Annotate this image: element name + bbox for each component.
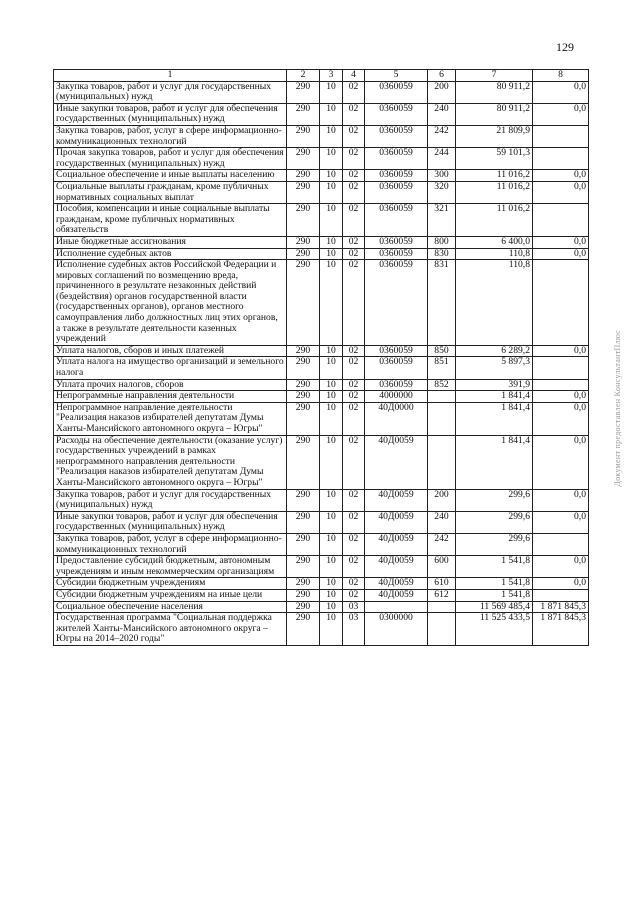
- row-amount: 11 016,2: [456, 181, 533, 203]
- row-amount: 80 911,2: [456, 81, 533, 103]
- row-description: Социальные выплаты гражданам, кроме публичных нормативных социальных выплат: [54, 181, 287, 203]
- row-expense-type: 831: [428, 260, 456, 346]
- row-subsection: 02: [343, 533, 365, 555]
- row-amount: 1 841,4: [456, 391, 533, 403]
- row-expense-type: [428, 402, 456, 435]
- row-expense-type: 612: [428, 589, 456, 601]
- row-subsection: 02: [343, 236, 365, 248]
- row-subvention-amount: [533, 260, 589, 346]
- row-subsection: 02: [343, 170, 365, 182]
- column-header: 3: [320, 70, 343, 82]
- row-section: 10: [320, 578, 343, 590]
- row-subvention-amount: 1 871 845,3: [533, 601, 589, 613]
- row-amount: 21 809,9: [456, 125, 533, 147]
- row-subvention-amount: 0,0: [533, 81, 589, 103]
- row-description: Пособия, компенсации и иные социальные выплаты гражданам, кроме публичных нормативных обязательств: [54, 204, 287, 237]
- row-subsection: 02: [343, 81, 365, 103]
- row-subsection: 03: [343, 613, 365, 646]
- row-subsection: 02: [343, 379, 365, 391]
- row-amount: 11 569 485,4: [456, 601, 533, 613]
- row-section: 10: [320, 511, 343, 533]
- row-subsection: 02: [343, 435, 365, 489]
- row-ministry-code: 290: [287, 511, 320, 533]
- row-subvention-amount: [533, 204, 589, 237]
- row-target-article: 40Д0059: [365, 589, 428, 601]
- row-subvention-amount: 0,0: [533, 556, 589, 578]
- row-subvention-amount: 0,0: [533, 181, 589, 203]
- row-description: Исполнение судебных актов Российской Федерации и мировых соглашений по возмещению вреда, причиненного в результате незаконных действий (бездействия) органов государственной власти (государственных органов), органов местного самоуправления либо должностных лиц этих органов, а также в результате деятельности казенных учреждений: [54, 260, 287, 346]
- row-target-article: 40Д0059: [365, 435, 428, 489]
- row-target-article: 0360059: [365, 81, 428, 103]
- row-section: 10: [320, 148, 343, 170]
- table-row: [54, 345, 589, 357]
- row-subsection: 02: [343, 391, 365, 403]
- row-target-article: 40Д0059: [365, 556, 428, 578]
- row-description: Закупка товаров, работ и услуг для государственных (муниципальных) нужд: [54, 489, 287, 511]
- row-description: Расходы на обеспечение деятельности (оказание услуг) государственных учреждений в рамках непрограммного направления деятельности "Реализация наказов избирателей депутатам Думы Ханты-Мансийского автономного округа – Югры": [54, 435, 287, 489]
- row-subsection: 02: [343, 589, 365, 601]
- row-subsection: 02: [343, 103, 365, 125]
- row-section: 10: [320, 379, 343, 391]
- row-target-article: 0360059: [365, 260, 428, 346]
- row-amount: 11 016,2: [456, 204, 533, 237]
- row-target-article: 0300000: [365, 613, 428, 646]
- row-expense-type: 242: [428, 533, 456, 555]
- column-header: 4: [343, 70, 365, 82]
- row-amount: 11 016,2: [456, 170, 533, 182]
- row-amount: 299,6: [456, 489, 533, 511]
- row-target-article: 0360059: [365, 148, 428, 170]
- row-target-article: 0360059: [365, 181, 428, 203]
- row-amount: 110,8: [456, 248, 533, 260]
- row-subvention-amount: 0,0: [533, 402, 589, 435]
- table-row: [54, 204, 589, 237]
- row-expense-type: 242: [428, 125, 456, 147]
- table-row: [54, 357, 589, 379]
- row-ministry-code: 290: [287, 533, 320, 555]
- row-subvention-amount: 0,0: [533, 435, 589, 489]
- column-header: 5: [365, 70, 428, 82]
- column-number-row: [54, 70, 589, 82]
- table-row: [54, 125, 589, 147]
- row-ministry-code: 290: [287, 556, 320, 578]
- row-subsection: 02: [343, 125, 365, 147]
- column-header: 6: [428, 70, 456, 82]
- row-description: Уплата налога на имущество организаций и земельного налога: [54, 357, 287, 379]
- row-amount: 80 911,2: [456, 103, 533, 125]
- row-ministry-code: 290: [287, 613, 320, 646]
- row-target-article: 40Д0059: [365, 533, 428, 555]
- table-row: [54, 589, 589, 601]
- row-ministry-code: 290: [287, 578, 320, 590]
- row-description: Уплата прочих налогов, сборов: [54, 379, 287, 391]
- row-description: Социальное обеспечение и иные выплаты населению: [54, 170, 287, 182]
- row-amount: 1 841,4: [456, 402, 533, 435]
- row-section: 10: [320, 204, 343, 237]
- row-description: Исполнение судебных актов: [54, 248, 287, 260]
- row-subsection: 02: [343, 556, 365, 578]
- row-subvention-amount: 1 871 845,3: [533, 613, 589, 646]
- row-target-article: 0360059: [365, 379, 428, 391]
- table-row: [54, 533, 589, 555]
- row-subsection: 02: [343, 248, 365, 260]
- table-row: [54, 236, 589, 248]
- row-description: Закупка товаров, работ и услуг для государственных (муниципальных) нужд: [54, 81, 287, 103]
- row-section: 10: [320, 402, 343, 435]
- row-expense-type: 300: [428, 170, 456, 182]
- row-description: Уплата налогов, сборов и иных платежей: [54, 345, 287, 357]
- row-expense-type: 240: [428, 511, 456, 533]
- row-target-article: 0360059: [365, 345, 428, 357]
- row-amount: 1 841,4: [456, 435, 533, 489]
- table-row: [54, 402, 589, 435]
- row-ministry-code: 290: [287, 357, 320, 379]
- row-amount: 11 525 433,5: [456, 613, 533, 646]
- row-expense-type: [428, 435, 456, 489]
- row-subvention-amount: 0,0: [533, 345, 589, 357]
- row-subvention-amount: [533, 125, 589, 147]
- row-target-article: 0360059: [365, 236, 428, 248]
- table-row: [54, 379, 589, 391]
- row-expense-type: 851: [428, 357, 456, 379]
- row-description: Предоставление субсидий бюджетным, автономным учреждениям и иным некоммерческим организациям: [54, 556, 287, 578]
- row-description: Иные закупки товаров, работ и услуг для обеспечения государственных (муниципальных) нужд: [54, 103, 287, 125]
- edge-watermark: Документ предоставлен КонсультантПлюс: [613, 330, 622, 487]
- row-subsection: 02: [343, 204, 365, 237]
- row-section: 10: [320, 435, 343, 489]
- row-expense-type: 830: [428, 248, 456, 260]
- row-ministry-code: 290: [287, 435, 320, 489]
- row-description: Прочая закупка товаров, работ и услуг для обеспечения государственных (муниципальных) нужд: [54, 148, 287, 170]
- row-section: 10: [320, 103, 343, 125]
- row-section: 10: [320, 125, 343, 147]
- row-amount: 59 101,3: [456, 148, 533, 170]
- row-subvention-amount: [533, 357, 589, 379]
- table-row: [54, 181, 589, 203]
- row-subvention-amount: 0,0: [533, 489, 589, 511]
- row-subvention-amount: 0,0: [533, 511, 589, 533]
- row-expense-type: 200: [428, 489, 456, 511]
- table-row: [54, 103, 589, 125]
- table-row: [54, 81, 589, 103]
- row-target-article: 0360059: [365, 170, 428, 182]
- row-expense-type: 852: [428, 379, 456, 391]
- row-target-article: 0360059: [365, 204, 428, 237]
- row-expense-type: [428, 601, 456, 613]
- row-section: 10: [320, 248, 343, 260]
- row-amount: 6 400,0: [456, 236, 533, 248]
- row-expense-type: 610: [428, 578, 456, 590]
- row-expense-type: 600: [428, 556, 456, 578]
- row-subsection: 02: [343, 489, 365, 511]
- row-subsection: 02: [343, 260, 365, 346]
- column-header: 8: [533, 70, 589, 82]
- row-section: 10: [320, 533, 343, 555]
- row-description: Непрограммные направления деятельности: [54, 391, 287, 403]
- table-row: [54, 601, 589, 613]
- row-section: 10: [320, 345, 343, 357]
- table-row: [54, 248, 589, 260]
- row-target-article: 40Д0059: [365, 489, 428, 511]
- row-amount: 110,8: [456, 260, 533, 346]
- row-ministry-code: 290: [287, 589, 320, 601]
- table-row: [54, 489, 589, 511]
- row-subsection: 03: [343, 601, 365, 613]
- row-description: Иные бюджетные ассигнования: [54, 236, 287, 248]
- row-ministry-code: 290: [287, 345, 320, 357]
- row-amount: 5 897,3: [456, 357, 533, 379]
- row-subsection: 02: [343, 345, 365, 357]
- table-row: [54, 435, 589, 489]
- row-amount: 391,9: [456, 379, 533, 391]
- row-subvention-amount: [533, 589, 589, 601]
- row-target-article: 0360059: [365, 357, 428, 379]
- row-description: Закупка товаров, работ, услуг в сфере информационно-коммуникационных технологий: [54, 125, 287, 147]
- row-section: 10: [320, 170, 343, 182]
- table-row: [54, 260, 589, 346]
- row-expense-type: 200: [428, 81, 456, 103]
- column-header: 2: [287, 70, 320, 82]
- row-amount: 6 289,2: [456, 345, 533, 357]
- row-ministry-code: 290: [287, 402, 320, 435]
- row-amount: 299,6: [456, 511, 533, 533]
- row-subsection: 02: [343, 181, 365, 203]
- row-section: 10: [320, 556, 343, 578]
- row-ministry-code: 290: [287, 379, 320, 391]
- row-ministry-code: 290: [287, 181, 320, 203]
- row-expense-type: 850: [428, 345, 456, 357]
- row-subvention-amount: [533, 148, 589, 170]
- table-row: [54, 170, 589, 182]
- row-expense-type: 321: [428, 204, 456, 237]
- row-target-article: 40Д0059: [365, 511, 428, 533]
- row-expense-type: 244: [428, 148, 456, 170]
- row-ministry-code: 290: [287, 125, 320, 147]
- table-row: [54, 613, 589, 646]
- row-subvention-amount: 0,0: [533, 248, 589, 260]
- row-ministry-code: 290: [287, 260, 320, 346]
- table-row: [54, 148, 589, 170]
- row-ministry-code: 290: [287, 489, 320, 511]
- row-section: 10: [320, 260, 343, 346]
- row-section: 10: [320, 601, 343, 613]
- row-ministry-code: 290: [287, 81, 320, 103]
- table-row: [54, 391, 589, 403]
- row-subsection: 02: [343, 402, 365, 435]
- row-description: Государственная программа "Социальная поддержка жителей Ханты-Мансийского автономного округа – Югры на 2014–2020 годы": [54, 613, 287, 646]
- row-ministry-code: 290: [287, 170, 320, 182]
- row-subvention-amount: 0,0: [533, 578, 589, 590]
- row-ministry-code: 290: [287, 204, 320, 237]
- table-row: [54, 578, 589, 590]
- row-ministry-code: 290: [287, 148, 320, 170]
- row-subvention-amount: 0,0: [533, 103, 589, 125]
- row-expense-type: 320: [428, 181, 456, 203]
- row-subvention-amount: 0,0: [533, 236, 589, 248]
- table-row: [54, 556, 589, 578]
- row-subvention-amount: [533, 533, 589, 555]
- row-description: Субсидии бюджетным учреждениям на иные цели: [54, 589, 287, 601]
- row-description: Социальное обеспечение населения: [54, 601, 287, 613]
- row-subsection: 02: [343, 148, 365, 170]
- row-description: Субсидии бюджетным учреждениям: [54, 578, 287, 590]
- row-ministry-code: 290: [287, 248, 320, 260]
- row-subvention-amount: [533, 379, 589, 391]
- row-amount: 1 541,8: [456, 556, 533, 578]
- row-expense-type: 800: [428, 236, 456, 248]
- row-ministry-code: 290: [287, 391, 320, 403]
- row-section: 10: [320, 357, 343, 379]
- row-section: 10: [320, 589, 343, 601]
- column-header: 1: [54, 70, 287, 82]
- row-ministry-code: 290: [287, 236, 320, 248]
- row-target-article: [365, 601, 428, 613]
- row-description: Иные закупки товаров, работ и услуг для обеспечения государственных (муниципальных) нужд: [54, 511, 287, 533]
- row-expense-type: 240: [428, 103, 456, 125]
- page-number: 129: [556, 40, 574, 54]
- row-target-article: 40Д0000: [365, 402, 428, 435]
- row-amount: 299,6: [456, 533, 533, 555]
- row-section: 10: [320, 391, 343, 403]
- row-target-article: 0360059: [365, 103, 428, 125]
- row-subsection: 02: [343, 357, 365, 379]
- row-section: 10: [320, 181, 343, 203]
- row-subvention-amount: 0,0: [533, 170, 589, 182]
- row-subsection: 02: [343, 511, 365, 533]
- row-ministry-code: 290: [287, 103, 320, 125]
- row-expense-type: [428, 613, 456, 646]
- row-subvention-amount: 0,0: [533, 391, 589, 403]
- row-description: Закупка товаров, работ, услуг в сфере информационно-коммуникационных технологий: [54, 533, 287, 555]
- row-ministry-code: 290: [287, 601, 320, 613]
- budget-table: [53, 69, 589, 646]
- row-subsection: 02: [343, 578, 365, 590]
- table-row: [54, 511, 589, 533]
- row-section: 10: [320, 81, 343, 103]
- row-target-article: 40Д0059: [365, 578, 428, 590]
- row-amount: 1 541,8: [456, 578, 533, 590]
- row-description: Непрограммное направление деятельности "Реализация наказов избирателей депутатам Думы Ханты-Мансийского автономного округа – Югры": [54, 402, 287, 435]
- row-section: 10: [320, 489, 343, 511]
- row-target-article: 0360059: [365, 248, 428, 260]
- row-expense-type: [428, 391, 456, 403]
- row-target-article: 0360059: [365, 125, 428, 147]
- row-section: 10: [320, 613, 343, 646]
- row-target-article: 4000000: [365, 391, 428, 403]
- row-section: 10: [320, 236, 343, 248]
- row-amount: 1 541,8: [456, 589, 533, 601]
- column-header: 7: [456, 70, 533, 82]
